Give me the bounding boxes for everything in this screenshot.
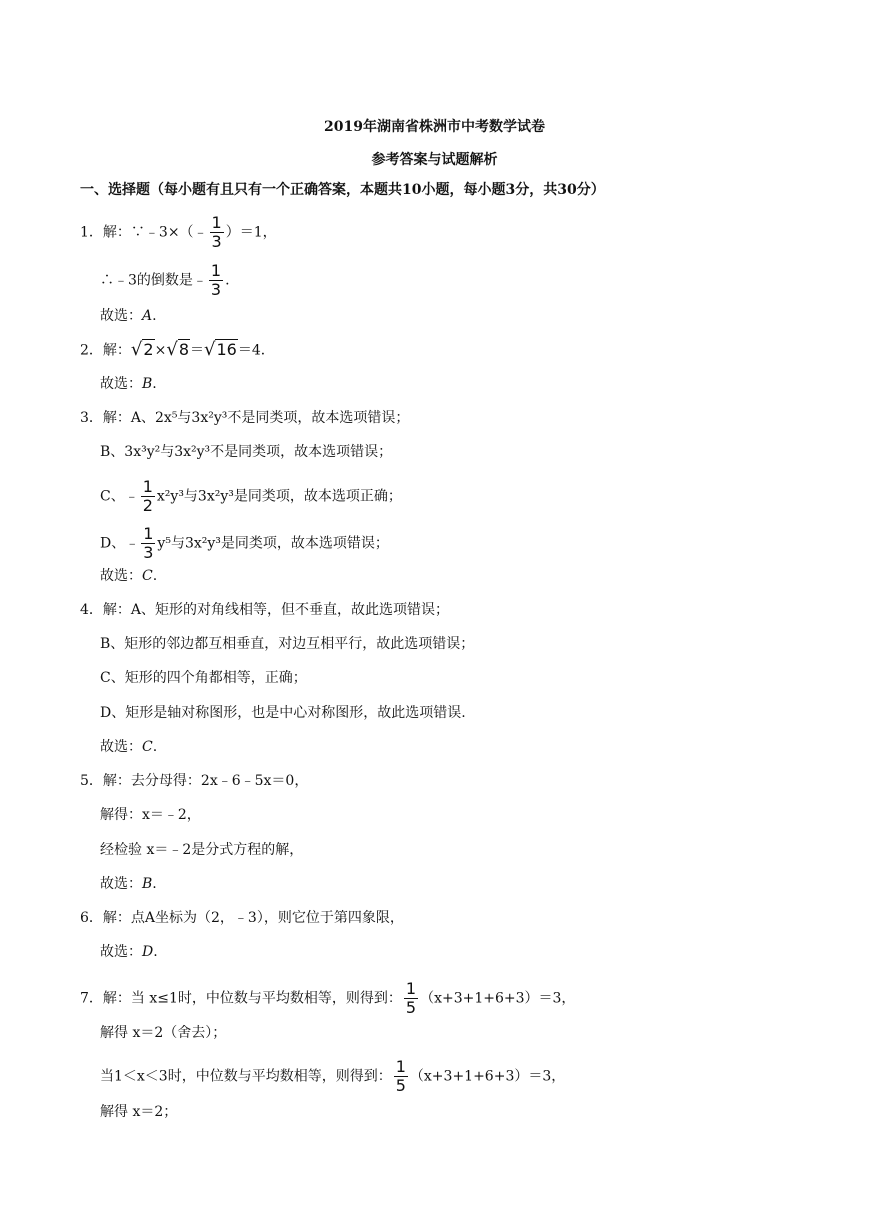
q7-line3: 当1＜x＜3时，中位数与平均数相等，则得到： $\frac{1}{5}$ （x+3+1+6+3）＝3， <box>100 1057 566 1095</box>
fraction: $\frac{1}{3}$ <box>210 261 222 299</box>
q7-line4: 解得 x＝2； <box>100 1104 178 1120</box>
fraction: $\frac{1}{2}$ <box>142 477 153 515</box>
sqrt-16: √16 <box>204 339 237 360</box>
sqrt-2: √2 <box>130 339 154 360</box>
q3-answer: 故选：C. <box>100 568 158 584</box>
q5-line3: 经检验 x＝﹣2是分式方程的解， <box>100 842 304 858</box>
page-subtitle: 参考答案与试题解析 <box>371 152 498 168</box>
q4-line1: 4．解：A、矩形的对角线相等，但不垂直，故此选项错误； <box>80 602 450 618</box>
q3-line1: 3．解：A、2x⁵与3x²y³不是同类项，故本选项错误； <box>80 410 410 426</box>
fraction: $\frac{1}{5}$ <box>405 979 417 1017</box>
q2-line1: 2．解：√2×√8＝√16＝4． <box>80 339 275 360</box>
q1-answer: 故选：A. <box>100 308 157 324</box>
q4-line4: D、矩形是轴对称图形，也是中心对称图形，故此选项错误. <box>100 705 466 721</box>
q7-line1: 7．解：当 x≤1时，中位数与平均数相等，则得到： $\frac{1}{5}$ （x+3+1+6+3）＝3， <box>80 979 576 1017</box>
q6-line1: 6．解：点A坐标为（2，﹣3），则它位于第四象限， <box>80 910 404 926</box>
q5-answer: 故选：B. <box>100 876 157 892</box>
fraction: $\frac{1}{3}$ <box>211 213 222 251</box>
q3-line3: C、﹣ $\frac{1}{2}$ x²y³与3x²y³是同类项，故本选项正确； <box>100 477 402 515</box>
page-title: 2019年湖南省株洲市中考数学试卷 <box>324 119 545 135</box>
q4-line3: C、矩形的四个角都相等，正确； <box>100 670 307 686</box>
q4-answer: 故选：C. <box>100 739 158 755</box>
q3-line4: D、﹣ $\frac{1}{3}$ y⁵与3x²y³是同类项，故本选项错误； <box>100 524 389 562</box>
section-heading: 一、选择题（每小题有且只有一个正确答案，本题共10小题，每小题3分，共30分） <box>80 182 605 198</box>
q2-answer: 故选：B. <box>100 376 157 392</box>
q7-line2: 解得 x＝2（舍去）； <box>100 1025 227 1041</box>
q5-line2: 解得：x＝﹣2， <box>100 807 201 823</box>
fraction: $\frac{1}{3}$ <box>143 524 154 562</box>
q1-line2: ∴﹣3的倒数是﹣ $\frac{1}{3}$ . <box>100 261 230 299</box>
q1-line1: 1．解：∵﹣3×（﹣ $\frac{1}{3}$ ）＝1， <box>80 213 277 251</box>
q6-answer: 故选：D. <box>100 944 158 960</box>
sqrt-8: √8 <box>166 339 189 360</box>
q3-line2: B、3x³y²与3x²y³不是同类项，故本选项错误； <box>100 444 393 460</box>
q5-line1: 5．解：去分母得：2x﹣6﹣5x＝0， <box>80 773 309 789</box>
q4-line2: B、矩形的邻边都互相垂直，对边互相平行，故此选项错误； <box>100 636 475 652</box>
fraction: $\frac{1}{5}$ <box>395 1057 406 1095</box>
